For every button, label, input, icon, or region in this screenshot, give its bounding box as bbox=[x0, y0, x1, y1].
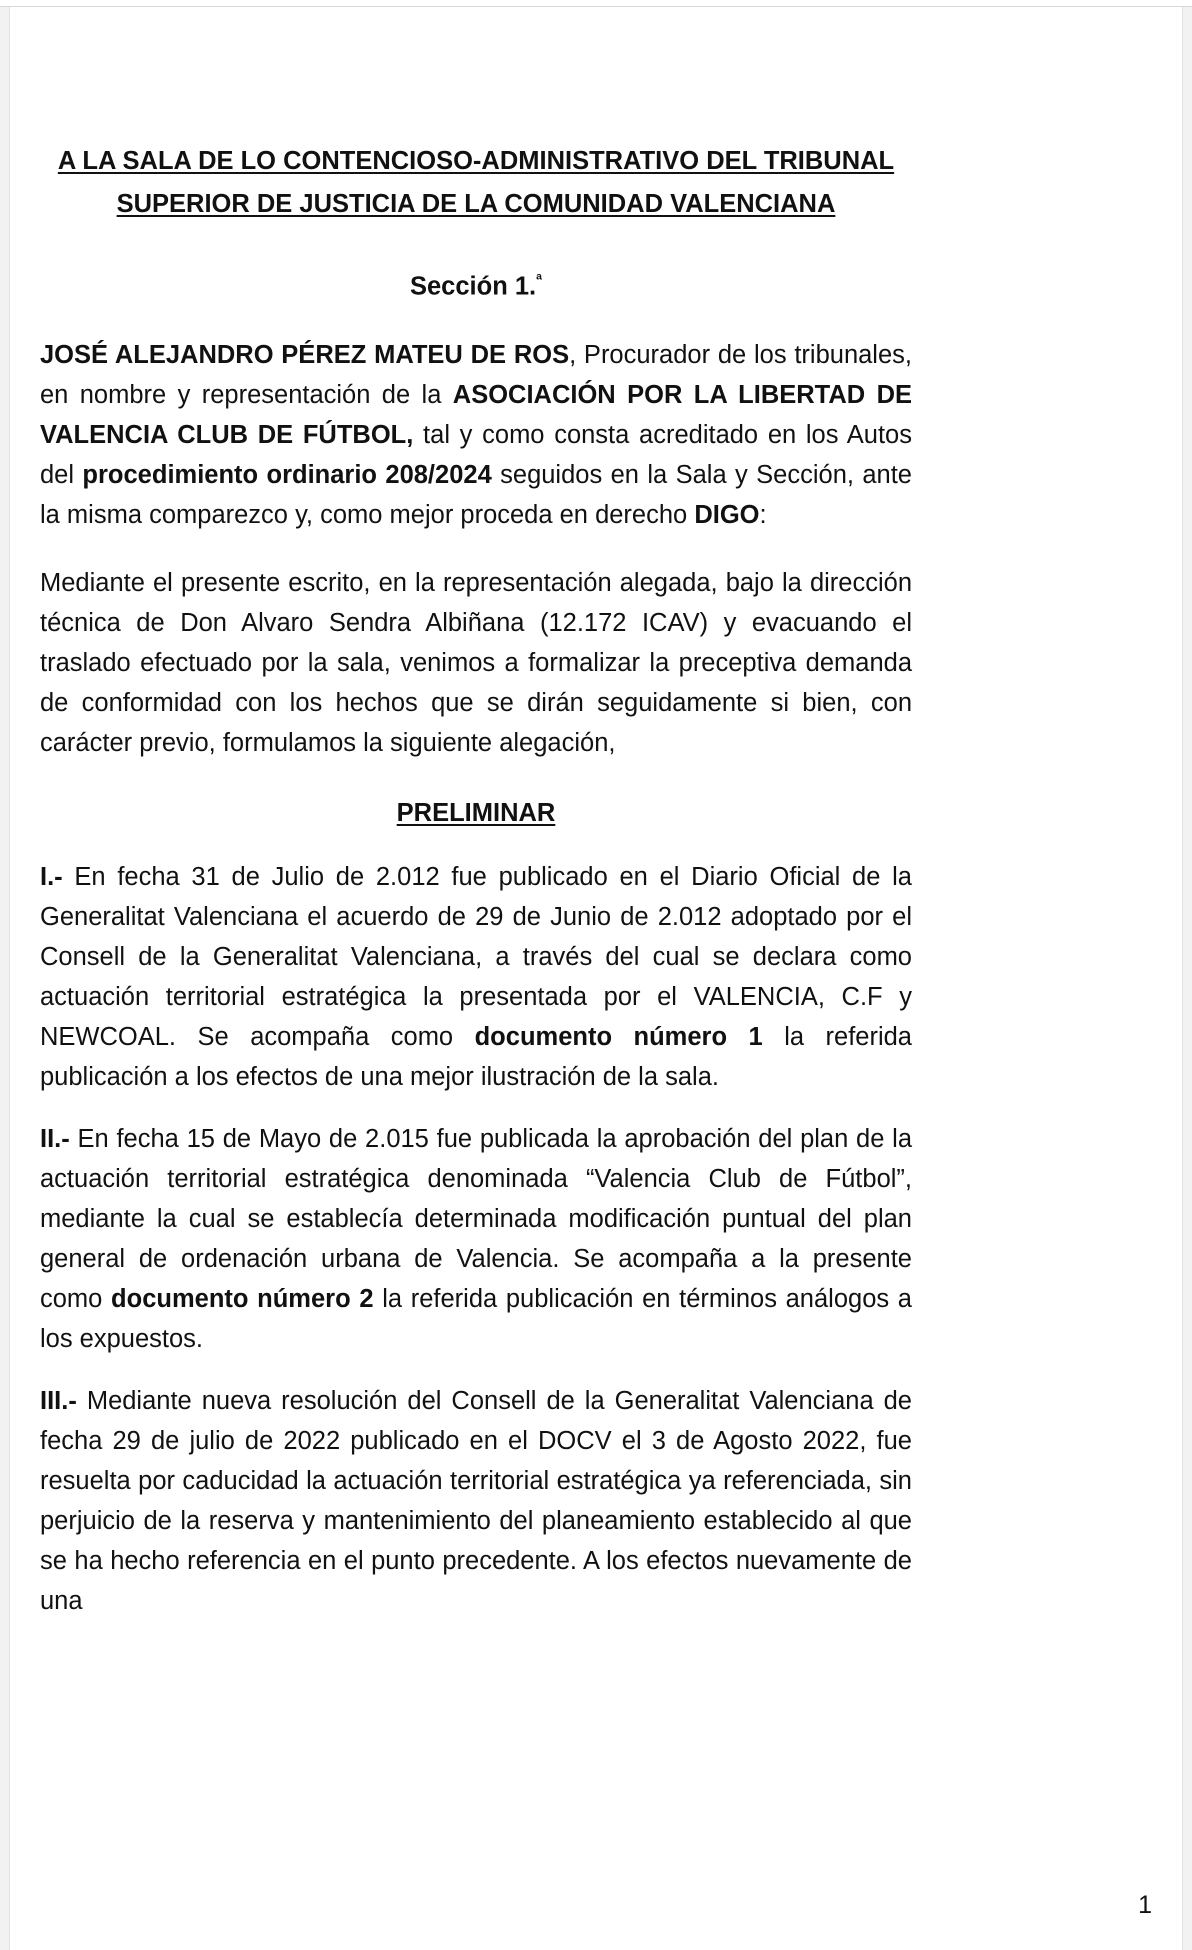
item-3-text-before: Mediante nueva resolución del Consell de la Generalitat Valenciana de fecha 29 de julio de 2022 publicado en el DOCV el 3 de Agosto 2022, fue resuelta por caducidad la actuación territorial estratégica ya referenciada, sin perjuicio de la reserva y mantenimiento del planeamiento establecido al que se ha hecho referencia en el punto precedente. A los efectos nuevamente de una bbox=[40, 1386, 912, 1615]
page-number: 1 bbox=[1138, 1891, 1152, 1919]
item-1-text-after: la referida publicación a los efectos de una mejor ilustración de la sala. bbox=[40, 1022, 912, 1091]
procedure-reference: procedimiento ordinario 208/2024 bbox=[82, 460, 492, 489]
section-ordinal-suffix: ª bbox=[536, 272, 542, 289]
document-page bbox=[10, 7, 1182, 1950]
appearance-paragraph bbox=[40, 335, 912, 535]
title-line-2: SUPERIOR DE JUSTICIA DE LA COMUNIDAD VALENCIANA bbox=[116, 190, 836, 218]
page-edge-right bbox=[1182, 7, 1192, 1950]
top-edge-rule bbox=[0, 0, 1192, 7]
document-body bbox=[40, 140, 912, 1621]
digo-colon: : bbox=[759, 500, 767, 529]
item-marker-1: I.- bbox=[40, 862, 63, 891]
title-line-1: A LA SALA DE LO CONTENCIOSO-ADMINISTRATIVO DEL TRIBUNAL bbox=[57, 147, 895, 175]
appearance-text-3: seguidos en la Sala y Sección, ante la misma comparezco y, como mejor proceda en derecho bbox=[40, 460, 912, 529]
item-2-text-after: la referida publicación en términos análogos a los expuestos. bbox=[40, 1284, 912, 1353]
section-label bbox=[40, 261, 912, 307]
digo-label: DIGO bbox=[694, 500, 760, 529]
page-edge-left bbox=[0, 7, 10, 1950]
item-2-document-ref: documento número 2 bbox=[111, 1284, 374, 1313]
item-marker-2: II.- bbox=[40, 1124, 70, 1153]
appearance-text-2: tal y como consta acreditado en los Autos del bbox=[40, 420, 912, 489]
document-title bbox=[40, 140, 912, 226]
procurator-name: JOSÉ ALEJANDRO PÉREZ MATEU DE ROS bbox=[40, 340, 570, 369]
item-1-text-before: En fecha 31 de Julio de 2.012 fue publicado en el Diario Oficial de la Generalitat Valenciana el acuerdo de 29 de Junio de 2.012 adoptado por el Consell de la Generalitat Valenciana, a través del cual se declara como actuación territorial estratégica la presentada por el VALENCIA, C.F y NEWCOAL. Se acompaña como bbox=[40, 862, 912, 1051]
item-1-document-ref: documento número 1 bbox=[474, 1022, 763, 1051]
item-2-text-before: En fecha 15 de Mayo de 2.015 fue publicada la aprobación del plan de la actuación territorial estratégica denominada “Valencia Club de Fútbol”, mediante la cual se establecía determinada modificación puntual del plan general de ordenación urbana de Valencia. Se acompaña a la presente como bbox=[40, 1124, 912, 1313]
section-label-text: Sección 1. bbox=[409, 272, 537, 301]
preliminar-heading: PRELIMINAR bbox=[396, 798, 556, 827]
item-marker-3: III.- bbox=[40, 1386, 77, 1415]
numbered-item-3 bbox=[40, 1381, 912, 1621]
intro-paragraph: Mediante el presente escrito, en la representación alegada, bajo la dirección técnica de Don Alvaro Sendra Albiñana (12.172 ICAV) y evacuando el traslado efectuado por la sala, venimos a formalizar la preceptiva demanda de conformidad con los hechos que se dirán seguidamente si bien, con carácter previo, formulamos la siguiente alegación, bbox=[40, 568, 912, 757]
association-name: ASOCIACIÓN POR LA LIBERTAD DE VALENCIA CLUB DE FÚTBOL, bbox=[40, 380, 913, 449]
numbered-item-2 bbox=[40, 1119, 912, 1359]
appearance-text-1: , Procurador de los tribunales, en nombre y representación de la bbox=[40, 340, 912, 409]
numbered-item-1 bbox=[40, 857, 912, 1097]
